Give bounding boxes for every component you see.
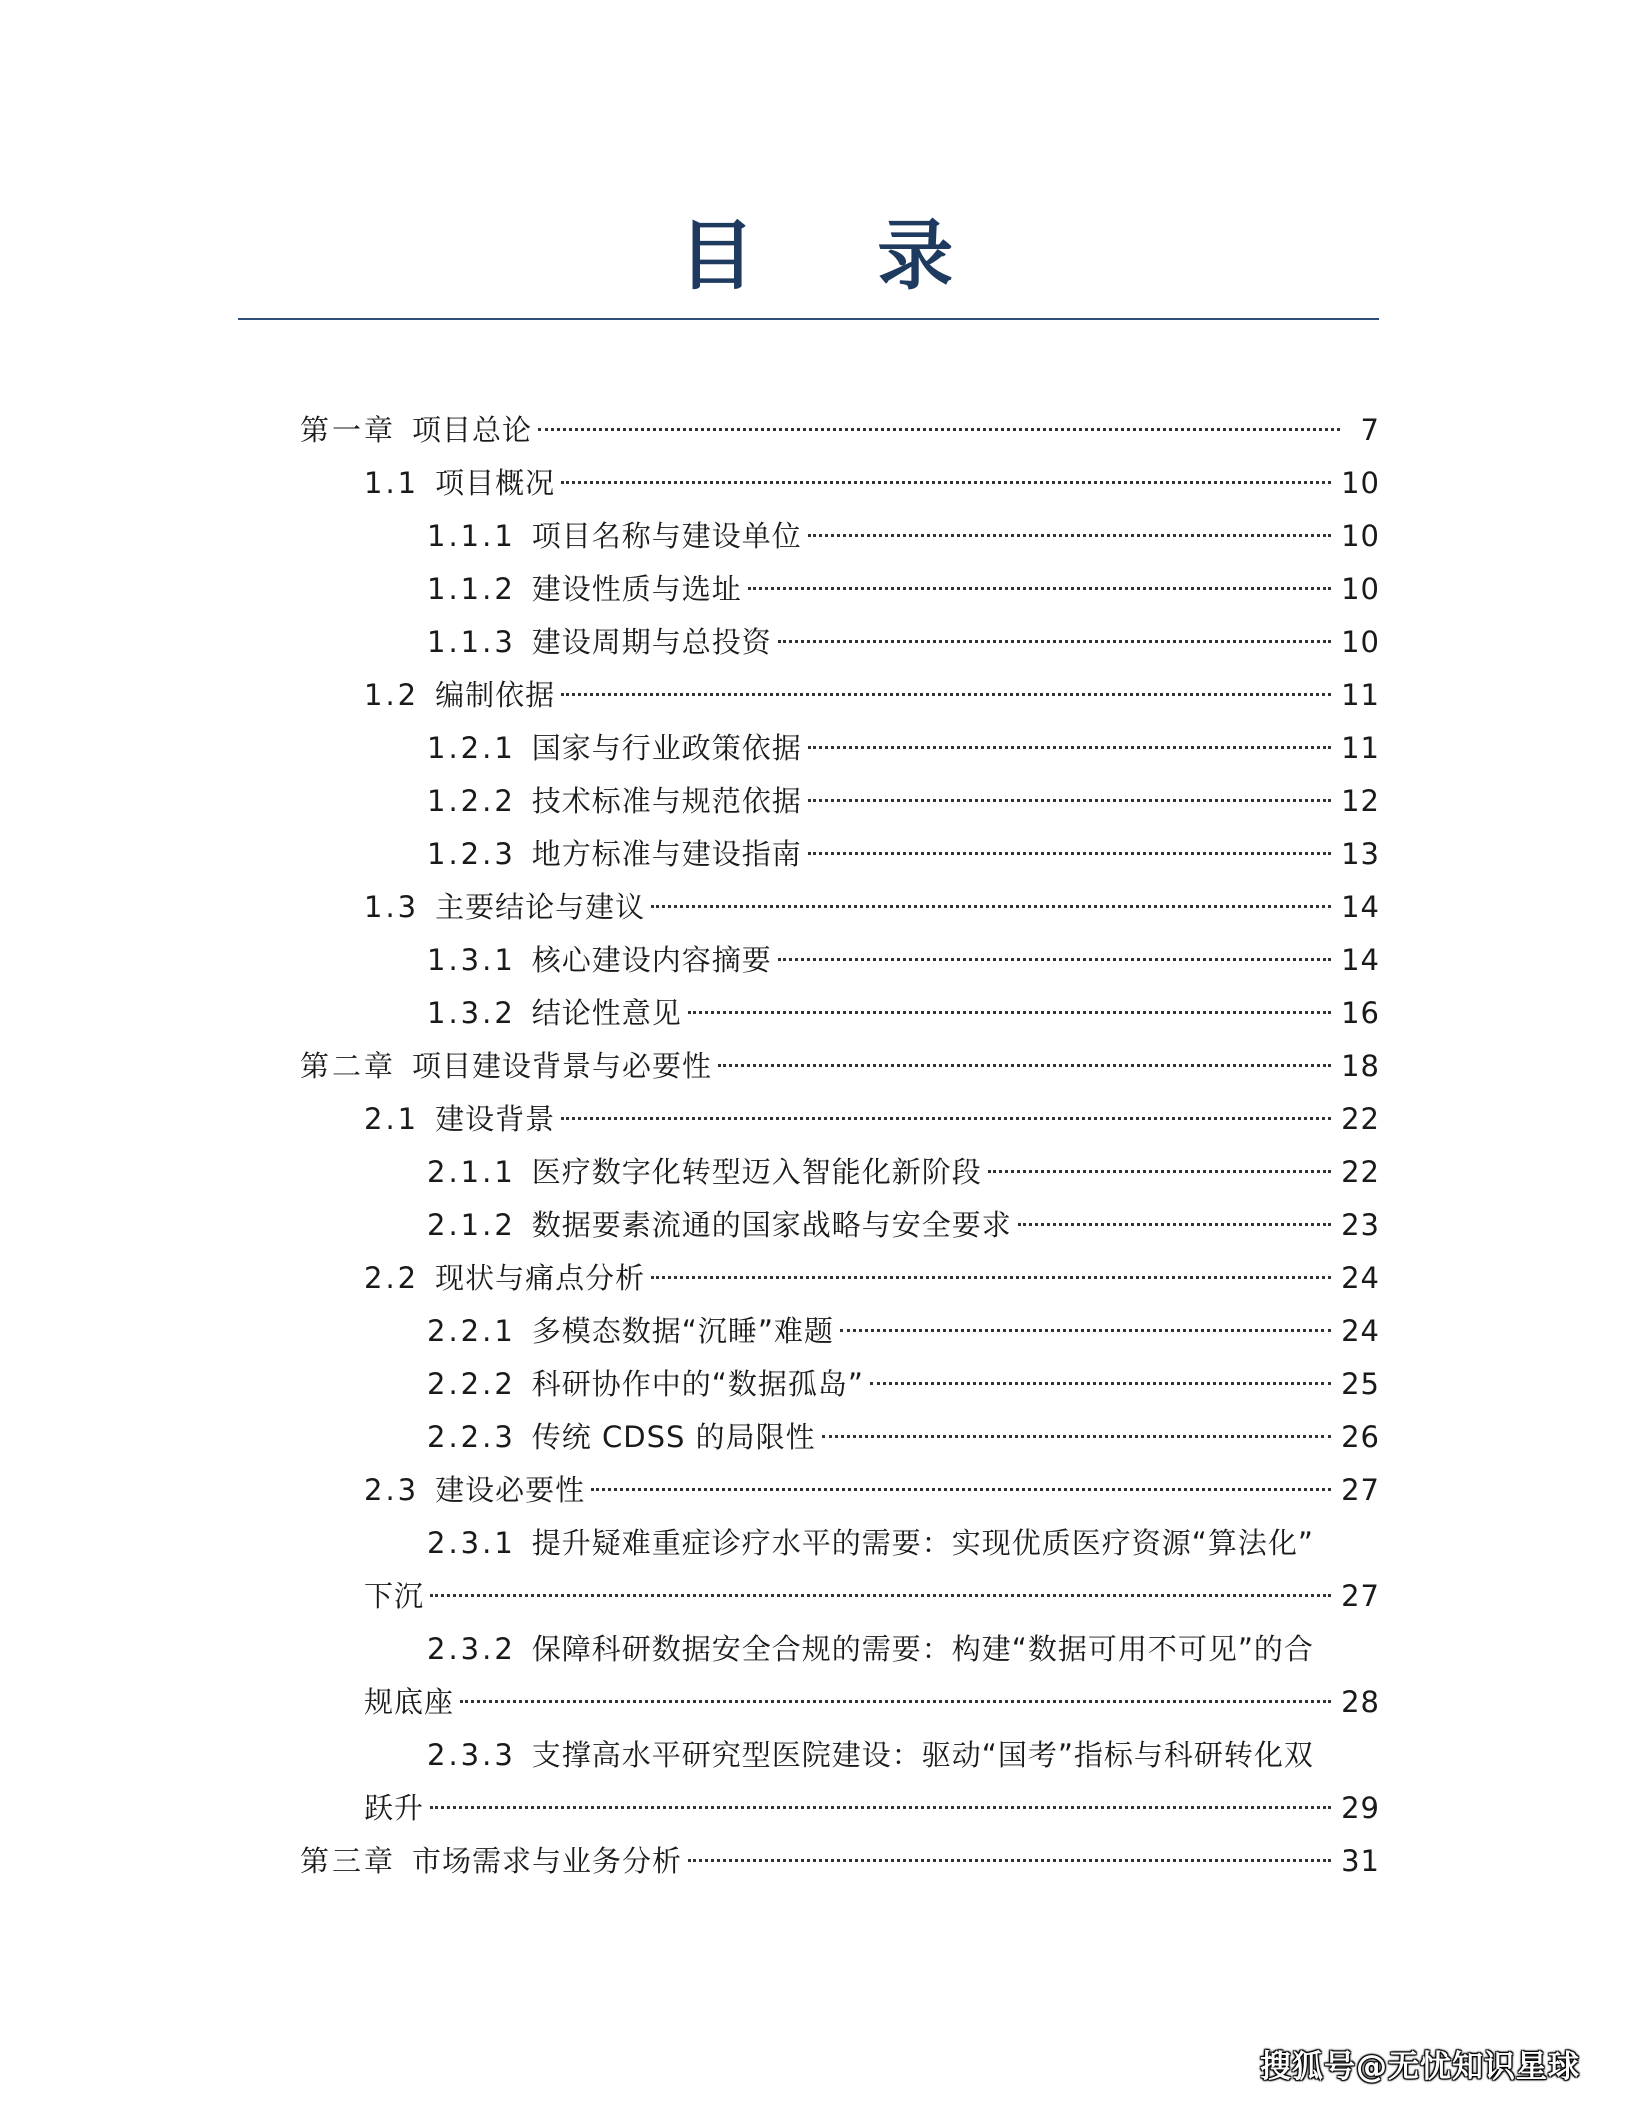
- toc-label-line-2: 下沉: [364, 1579, 425, 1613]
- toc-page-number: 14: [1341, 943, 1380, 977]
- toc-page-number: 10: [1341, 519, 1380, 553]
- toc-page-number: 18: [1341, 1049, 1380, 1083]
- toc-page-number: 12: [1341, 784, 1380, 818]
- toc-label: 项目概况: [435, 466, 556, 500]
- toc-page-number: 14: [1341, 890, 1380, 924]
- dot-leader: [870, 1382, 1331, 1385]
- toc-number: 1.3.2: [427, 996, 516, 1030]
- toc-entry-1-3-1[interactable]: [300, 934, 1380, 987]
- toc-label-line-1: 支撑高水平研究型医院建设：驱动“国考”指标与科研转化双: [531, 1738, 1314, 1772]
- dot-leader: [688, 1011, 1331, 1014]
- toc-entry-2-3-2-continuation[interactable]: [300, 1676, 1380, 1729]
- toc-entry-2-3[interactable]: [300, 1464, 1380, 1517]
- dot-leader: [430, 1806, 1331, 1809]
- toc-entry-2-1-2[interactable]: [300, 1199, 1380, 1252]
- toc-number: 1.2.3: [427, 837, 516, 871]
- toc-page-number: 26: [1341, 1420, 1380, 1454]
- toc-number: 2.3.3: [427, 1738, 516, 1772]
- toc-label: 建设性质与选址: [531, 572, 742, 606]
- toc-page-number: 10: [1341, 466, 1380, 500]
- dot-leader: [651, 905, 1331, 908]
- dot-leader: [561, 1117, 1331, 1120]
- watermark: 搜狐号@无忧知识星球: [1260, 2049, 1580, 2085]
- toc-number: 2.2.1: [427, 1314, 516, 1348]
- toc-label: 多模态数据“沉睡”难题: [531, 1314, 834, 1348]
- toc-number: 第二章: [300, 1049, 397, 1083]
- toc-page-number: 29: [1341, 1791, 1380, 1825]
- toc-number: 1.2.1: [427, 731, 516, 765]
- dot-leader: [430, 1594, 1331, 1597]
- toc-number: 2.2.3: [427, 1420, 516, 1454]
- toc-number: 第一章: [300, 413, 397, 447]
- table-of-contents: [300, 404, 1380, 1888]
- toc-label: 技术标准与规范依据: [531, 784, 802, 818]
- toc-entry-1-1-2[interactable]: [300, 563, 1380, 616]
- toc-label: 数据要素流通的国家战略与安全要求: [531, 1208, 1012, 1242]
- toc-label-line-2: 规底座: [364, 1685, 455, 1719]
- toc-number: 1.1.1: [427, 519, 516, 553]
- toc-number: 1.1: [364, 466, 420, 500]
- toc-entry-2-3-1-continuation[interactable]: [300, 1570, 1380, 1623]
- toc-entry-2-3-3[interactable]: [300, 1729, 1380, 1782]
- toc-label: 主要结论与建议: [435, 890, 646, 924]
- toc-entry-1-3[interactable]: [300, 881, 1380, 934]
- dot-leader: [808, 799, 1331, 802]
- toc-entry-2-2[interactable]: [300, 1252, 1380, 1305]
- dot-leader: [561, 481, 1331, 484]
- toc-entry-1-2[interactable]: [300, 669, 1380, 722]
- toc-number: 1.3: [364, 890, 420, 924]
- dot-leader: [840, 1329, 1331, 1332]
- page-title: 目 录: [678, 211, 1002, 300]
- dot-leader: [688, 1859, 1331, 1862]
- toc-number: 2.1.1: [427, 1155, 516, 1189]
- toc-number: 第三章: [300, 1844, 397, 1878]
- toc-number: 2.3: [364, 1473, 420, 1507]
- toc-page-number: 11: [1341, 678, 1380, 712]
- toc-page-number: 11: [1341, 731, 1380, 765]
- toc-entry-1-1-3[interactable]: [300, 616, 1380, 669]
- toc-label: 科研协作中的“数据孤岛”: [531, 1367, 864, 1401]
- toc-page-number: 10: [1341, 572, 1380, 606]
- toc-page-number: 10: [1341, 625, 1380, 659]
- toc-label: 市场需求与业务分析: [412, 1844, 683, 1878]
- dot-leader: [591, 1488, 1331, 1491]
- toc-entry-1-1-1[interactable]: [300, 510, 1380, 563]
- toc-entry-2-3-2[interactable]: [300, 1623, 1380, 1676]
- toc-number: 2.1: [364, 1102, 420, 1136]
- toc-page-number: 24: [1341, 1314, 1380, 1348]
- toc-label: 建设必要性: [435, 1473, 586, 1507]
- toc-entry-1-3-2[interactable]: [300, 987, 1380, 1040]
- toc-page-number: 25: [1341, 1367, 1380, 1401]
- toc-label: 传统 CDSS 的局限性: [531, 1420, 816, 1454]
- dot-leader: [808, 746, 1331, 749]
- toc-entry-chapter-2[interactable]: [300, 1040, 1380, 1093]
- toc-entry-2-3-1[interactable]: [300, 1517, 1380, 1570]
- toc-entry-chapter-3[interactable]: [300, 1835, 1380, 1888]
- toc-number: 1.3.1: [427, 943, 516, 977]
- toc-entry-1-1[interactable]: [300, 457, 1380, 510]
- dot-leader: [822, 1435, 1331, 1438]
- dot-leader: [651, 1276, 1331, 1279]
- toc-page-number: 23: [1341, 1208, 1380, 1242]
- toc-number: 2.3.1: [427, 1526, 516, 1560]
- toc-page-number: 28: [1341, 1685, 1380, 1719]
- toc-label: 核心建设内容摘要: [531, 943, 772, 977]
- toc-entry-2-1[interactable]: [300, 1093, 1380, 1146]
- toc-label: 项目建设背景与必要性: [412, 1049, 713, 1083]
- toc-label: 项目总论: [412, 413, 533, 447]
- toc-entry-1-2-1[interactable]: [300, 722, 1380, 775]
- toc-label-line-2: 跃升: [364, 1791, 425, 1825]
- toc-number: 2.2: [364, 1261, 420, 1295]
- toc-page-number: 24: [1341, 1261, 1380, 1295]
- toc-label-line-1: 保障科研数据安全合规的需要：构建“数据可用不可见”的合: [531, 1632, 1314, 1666]
- toc-entry-2-2-2[interactable]: [300, 1358, 1380, 1411]
- dot-leader: [748, 587, 1331, 590]
- toc-label: 医疗数字化转型迈入智能化新阶段: [531, 1155, 982, 1189]
- dot-leader: [718, 1064, 1331, 1067]
- toc-entry-1-2-3[interactable]: [300, 828, 1380, 881]
- toc-label: 项目名称与建设单位: [531, 519, 802, 553]
- toc-label: 现状与痛点分析: [435, 1261, 646, 1295]
- toc-page-number: 16: [1341, 996, 1380, 1030]
- title-divider: [238, 318, 1379, 320]
- toc-number: 1.2.2: [427, 784, 516, 818]
- toc-entry-2-3-3-continuation[interactable]: [300, 1782, 1380, 1835]
- toc-number: 2.2.2: [427, 1367, 516, 1401]
- toc-label: 建设背景: [435, 1102, 556, 1136]
- toc-page-number: 27: [1341, 1579, 1380, 1613]
- dot-leader: [778, 958, 1331, 961]
- dot-leader: [808, 852, 1331, 855]
- toc-number: 2.3.2: [427, 1632, 516, 1666]
- toc-label: 国家与行业政策依据: [531, 731, 802, 765]
- dot-leader: [778, 640, 1331, 643]
- toc-page-number: 22: [1341, 1102, 1380, 1136]
- dot-leader: [538, 428, 1340, 431]
- toc-page-number: 27: [1341, 1473, 1380, 1507]
- toc-entry-2-2-3[interactable]: [300, 1411, 1380, 1464]
- dot-leader: [1018, 1223, 1331, 1226]
- toc-entry-2-1-1[interactable]: [300, 1146, 1380, 1199]
- toc-page-number: 22: [1341, 1155, 1380, 1189]
- toc-number: 1.1.3: [427, 625, 516, 659]
- toc-number: 1.2: [364, 678, 420, 712]
- dot-leader: [460, 1700, 1331, 1703]
- toc-entry-1-2-2[interactable]: [300, 775, 1380, 828]
- toc-page-number: 7: [1360, 413, 1380, 447]
- toc-page-number: 13: [1341, 837, 1380, 871]
- dot-leader: [561, 693, 1331, 696]
- toc-number: 1.1.2: [427, 572, 516, 606]
- toc-page-number: 31: [1341, 1844, 1380, 1878]
- toc-label-line-1: 提升疑难重症诊疗水平的需要：实现优质医疗资源“算法化”: [531, 1526, 1314, 1560]
- dot-leader: [808, 534, 1331, 537]
- toc-label: 编制依据: [435, 678, 556, 712]
- toc-entry-chapter-1[interactable]: [300, 404, 1380, 457]
- dot-leader: [988, 1170, 1331, 1173]
- toc-label: 地方标准与建设指南: [531, 837, 802, 871]
- toc-label: 结论性意见: [531, 996, 682, 1030]
- toc-entry-2-2-1[interactable]: [300, 1305, 1380, 1358]
- toc-label: 建设周期与总投资: [531, 625, 772, 659]
- toc-number: 2.1.2: [427, 1208, 516, 1242]
